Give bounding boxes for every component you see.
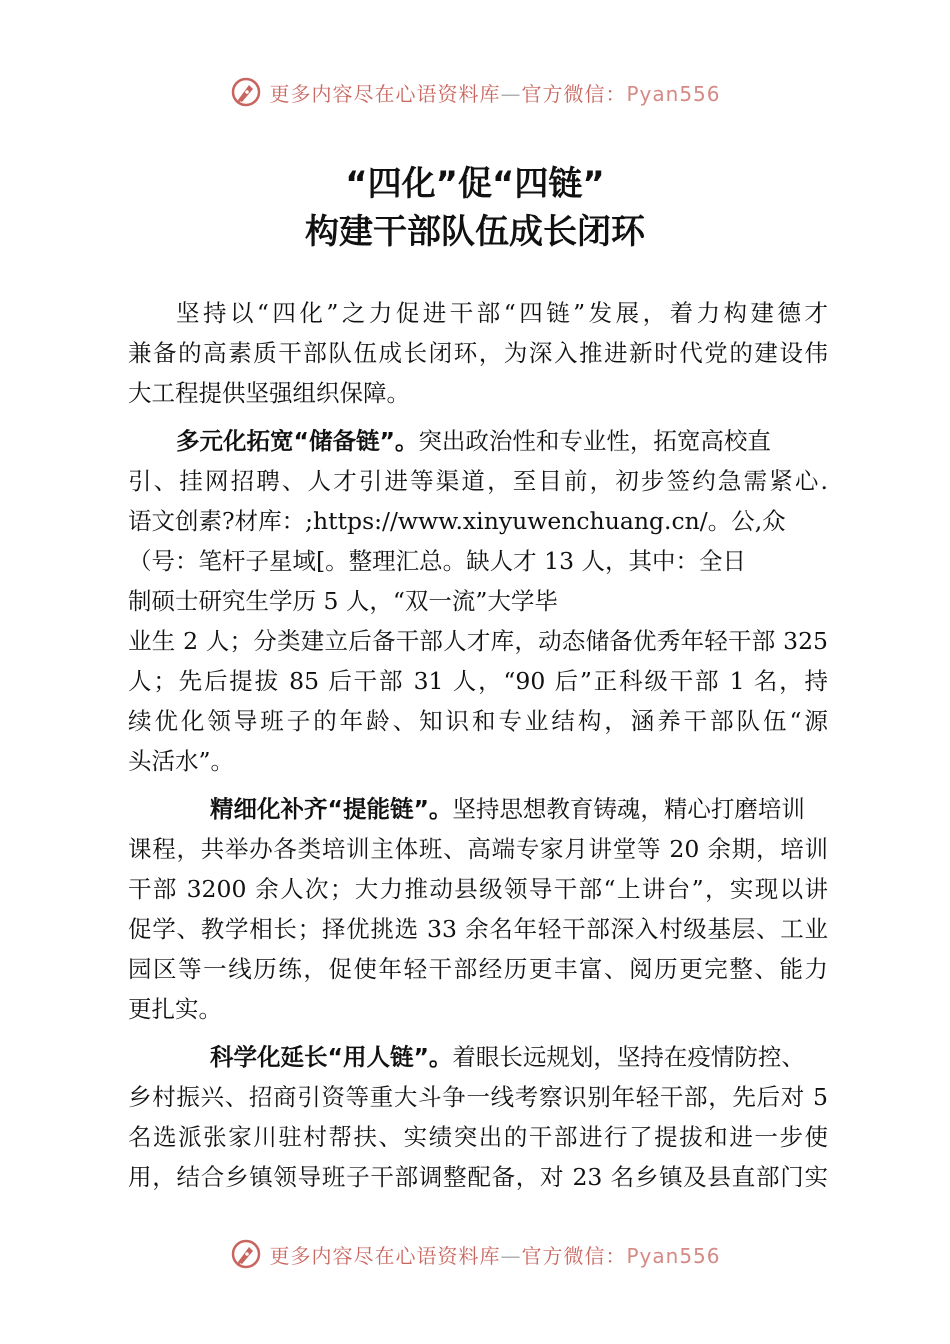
watermark-banner-top bbox=[0, 72, 950, 112]
intro-line: 兼备的高素质干部队伍成长闭环，为深入推进新时代党的建设伟 bbox=[128, 339, 828, 367]
watermark-handle: Pyan556 bbox=[626, 1243, 721, 1268]
section2-heading: 精细化补齐“提能链”。 bbox=[210, 795, 453, 823]
section1-line: 业生 2 人；分类建立后备干部人才库，动态储备优秀年轻干部 325 bbox=[128, 627, 828, 655]
document-title-line2: 构建干部队伍成长闭环 bbox=[305, 212, 645, 252]
intro-line: 坚持以“四化”之力促进干部“四链”发展，着力构建德才 bbox=[176, 299, 828, 327]
section3-text: 着眼长远规划，坚持在疫情防控、 bbox=[452, 1043, 805, 1071]
section1-text: 突出政治性和专业性，拓宽高校直 bbox=[418, 427, 771, 455]
section3-first-line bbox=[210, 1042, 828, 1072]
intro-line: 大工程提供坚强组织保障。 bbox=[128, 379, 410, 407]
watermark-main: 更多内容尽在心语资料库 bbox=[269, 81, 501, 106]
section1-line: 续优化领导班子的年龄、知识和专业结构，涵养干部队伍“源 bbox=[128, 707, 828, 735]
watermark-official: 官方微信： bbox=[521, 81, 627, 106]
section1-first-line bbox=[176, 426, 828, 456]
watermark-text bbox=[269, 1240, 720, 1269]
section2-first-line bbox=[210, 794, 828, 824]
section2-line: 更扎实。 bbox=[128, 995, 222, 1023]
section1-line: 引、挂网招聘、人才引进等渠道，至目前，初步签约急需紧心. bbox=[128, 467, 828, 495]
pen-nib-logo-icon bbox=[229, 1237, 263, 1271]
watermark-dash: — bbox=[500, 81, 522, 106]
section3-line: 乡村振兴、招商引资等重大斗争一线考察识别年轻干部，先后对 5 bbox=[128, 1083, 828, 1111]
section3-line: 用，结合乡镇领导班子干部调整配备，对 23 名乡镇及县直部门实 bbox=[128, 1163, 828, 1191]
section3-heading: 科学化延长“用人链”。 bbox=[210, 1043, 453, 1071]
section1-line: 头活水”。 bbox=[128, 747, 235, 775]
section1-line: （号：笔杆子星域[。整理汇总。缺人才 13 人，其中：全日 bbox=[128, 547, 747, 575]
section1-line: 制硕士研究生学历 5 人，“双一流”大学毕 bbox=[128, 587, 558, 615]
section2-line: 课程，共举办各类培训主体班、高端专家月讲堂等 20 余期，培训 bbox=[128, 835, 828, 863]
watermark-text bbox=[269, 78, 720, 107]
watermark-banner-bottom bbox=[0, 1234, 950, 1274]
section2-text: 坚持思想教育铸魂，精心打磨培训 bbox=[452, 795, 805, 823]
section2-line: 园区等一线历练，促使年轻干部经历更丰富、阅历更完整、能力 bbox=[128, 955, 828, 983]
watermark-official: 官方微信： bbox=[521, 1243, 627, 1268]
section3-line: 名选派张家川驻村帮扶、实绩突出的干部进行了提拔和进一步使 bbox=[128, 1123, 828, 1151]
watermark-dash: — bbox=[500, 1243, 522, 1268]
section1-line: 语文创素?材库：;https://www.xinyuwenchuang.cn/。公,众 bbox=[128, 507, 786, 535]
section2-line: 干部 3200 余人次；大力推动县级领导干部“上讲台”，实现以讲 bbox=[128, 875, 828, 903]
document-title-line1: “四化”促“四链” bbox=[345, 164, 605, 204]
pen-nib-logo-icon bbox=[229, 75, 263, 109]
section1-line: 人；先后提拔 85 后干部 31 人，“90 后”正科级干部 1 名，持 bbox=[128, 667, 828, 695]
watermark-handle: Pyan556 bbox=[626, 81, 721, 106]
section1-heading: 多元化拓宽“储备链”。 bbox=[176, 427, 419, 455]
watermark-main: 更多内容尽在心语资料库 bbox=[269, 1243, 501, 1268]
section2-line: 促学、教学相长；择优挑选 33 余名年轻干部深入村级基层、工业 bbox=[128, 915, 828, 943]
